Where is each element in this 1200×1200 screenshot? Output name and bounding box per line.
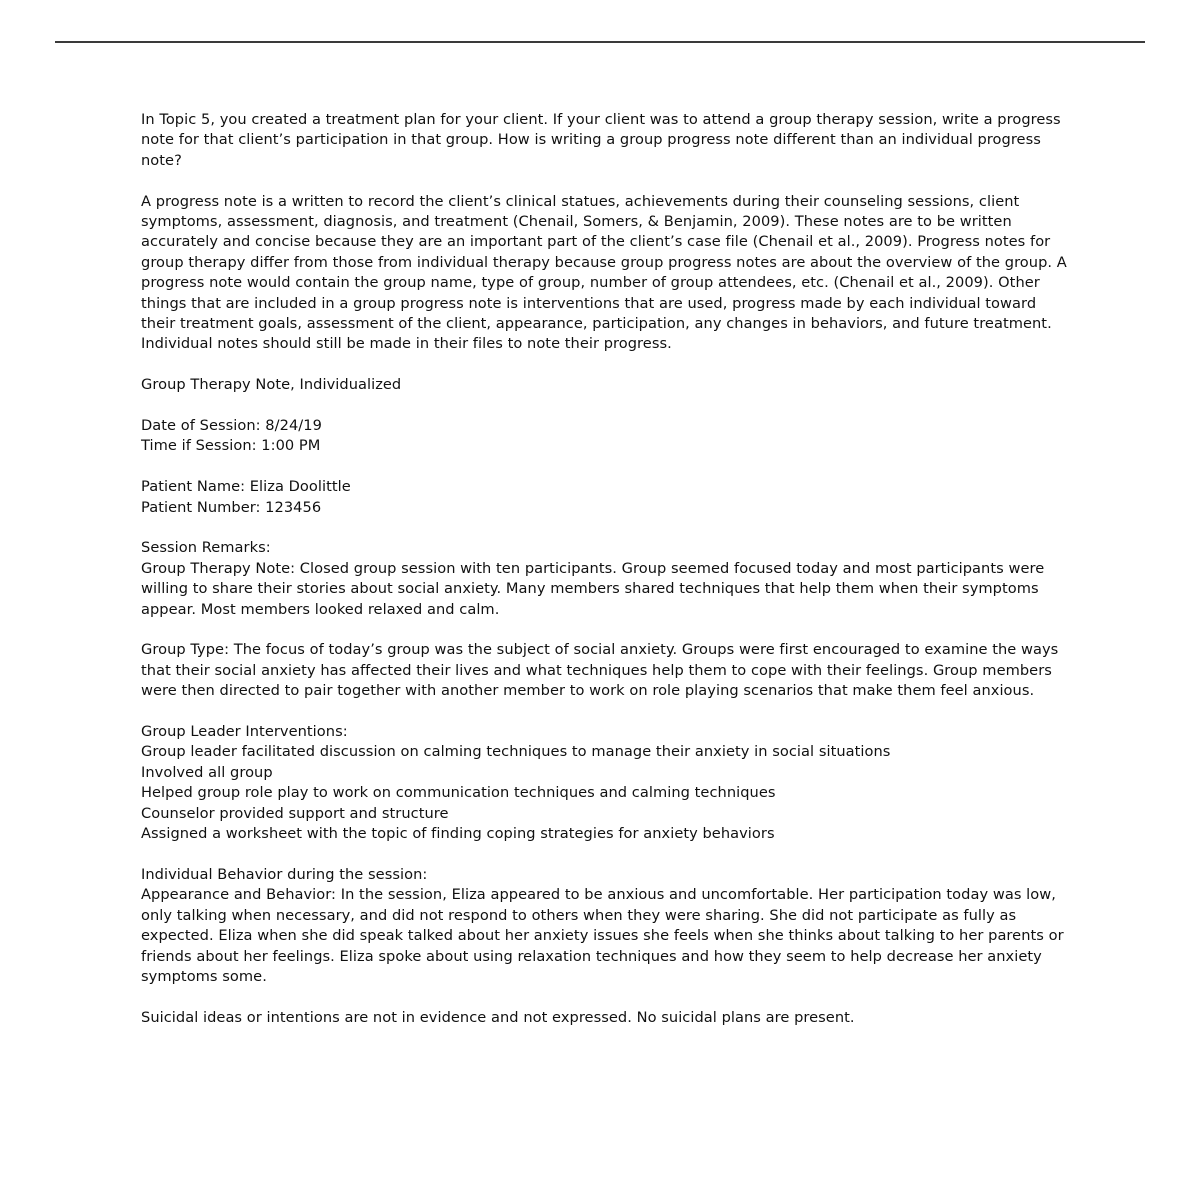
session-remarks [141,538,1071,620]
individual-behavior [141,865,1071,987]
behavior-heading: Individual Behavior during the session: [141,865,428,883]
list-item: Counselor provided support and structure [141,804,449,822]
note-title: Group Therapy Note, Individualized [141,376,402,394]
session-time: Time if Session: 1:00 PM [141,437,321,455]
patient-info [141,477,1071,518]
list-item: Helped group role play to work on communication techniques and calming techniques [141,784,776,802]
patient-name: Patient Name: Eliza Doolittle [141,478,351,496]
assignment-prompt: In Topic 5, you created a treatment plan for your client. If your client was to attend a group therapy session, write a progress note for that client’s participation in that group. How is writing a group progress note different than an individual progress note? [141,111,1061,169]
group-type-paragraph: Group Type: The focus of today’s group was the subject of social anxiety. Groups were first encouraged to examine the ways that their social anxiety has affected their lives and what techniques help them to cope with their feelings. Group members were then directed to pair together with another member to work on role playing scenarios that make them feel anxious. [141,641,1059,700]
session-date: Date of Session: 8/24/19 [141,417,322,435]
patient-number: Patient Number: 123456 [141,498,322,516]
session-remarks-text: Group Therapy Note: Closed group session with ten participants. Group seemed focused today and most participants were willing to share their stories about social anxiety. Many members shared techniques that help them when their symptoms appear. Most members looked relaxed and calm. [141,559,1045,618]
session-info [141,416,1071,457]
session-remarks-heading: Session Remarks: [141,539,271,557]
behavior-text: Appearance and Behavior: In the session, Eliza appeared to be anxious and uncomfortable. Her participation today was low, only talking when necessary, and did not respond to others when they were sharing. She did not participate as fully as expected. Eliza when she did speak talked about her anxiety issues she feels when she thinks about talking to her parents or friends about her feelings. Eliza spoke about using relaxation techniques and how they seem to help decrease her anxiety symptoms some. [141,886,1064,985]
list-item: Assigned a worksheet with the topic of finding coping strategies for anxiety behaviors [141,825,775,843]
interventions-heading: Group Leader Interventions: [141,723,348,741]
document-body [141,110,1071,1049]
group-leader-interventions [141,722,1071,844]
interventions-list [141,742,1071,844]
suicidal-assessment: Suicidal ideas or intentions are not in evidence and not expressed. No suicidal plans are present. [141,1008,855,1026]
progress-note-explanation: A progress note is a written to record the client’s clinical statues, achievements during their counseling sessions, client symptoms, assessment, diagnosis, and treatment (Chenail, Somers, & Benjamin, 2009). These notes are to be written accurately and concise because they are an important part of the client’s case file (Chenail et al., 2009). Progress notes for group therapy differ from those from individual therapy because group progress notes are about the overview of the group. A progress note would contain the group name, type of group, number of group attendees, etc. (Chenail et al., 2009). Other things that are included in a group progress note is interventions that are used, progress made by each individual toward their treatment goals, assessment of the client, appearance, participation, any changes in behaviors, and future treatment. Individual notes should still be made in their files to note their progress. [141,192,1067,353]
list-item: Involved all group [141,763,273,781]
list-item: Group leader facilitated discussion on calming techniques to manage their anxiety in social situations [141,743,891,761]
page-header-rule [55,41,1145,43]
